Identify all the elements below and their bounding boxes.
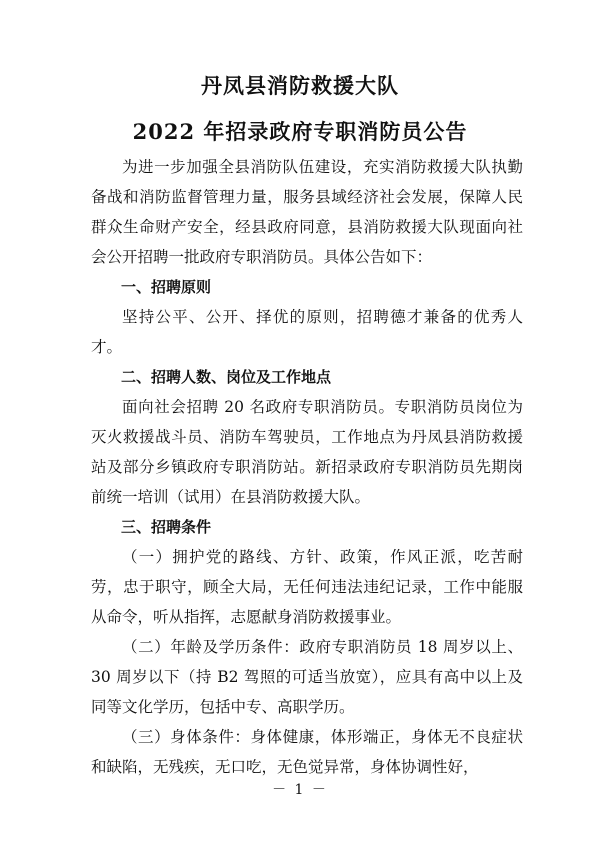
principles-paragraph: 坚持公平、公开、择优的原则，招聘德才兼备的优秀人才。 xyxy=(91,308,523,356)
section-heading-positions: 二、招聘人数、岗位及工作地点 xyxy=(121,368,332,386)
intro-paragraph: 为进一步加强全县消防队伍建设，充实消防救援大队执勤备战和消防监督管理力量，服务县域经济社会发展，保障人民群众生命财产安全，经县政府同意，县消防救援大队现面向社会公开招聘一批政府专职消防员。具体公告如下： xyxy=(91,158,523,266)
page-number: － 1 － xyxy=(272,782,328,798)
condition-age-education: （二）年龄及学历条件：政府专职消防员 18 周岁以上、30 周岁以下（持 B2 驾照的可适当放宽），应具有高中以上及同等文化学历，包括中专、高职学历。 xyxy=(91,638,523,716)
condition-political: （一）拥护党的路线、方针、政策，作风正派，吃苦耐劳，忠于职守，顾全大局，无任何违法违纪记录，工作中能服从命令，听从指挥，志愿献身消防救援事业。 xyxy=(91,548,523,626)
condition-physical: （三）身体条件：身体健康，体形端正，身体无不良症状和缺陷，无残疾，无口吃，无色觉异常，身体协调性好， xyxy=(91,728,523,776)
document-body xyxy=(91,152,523,782)
section-heading-conditions: 三、招聘条件 xyxy=(121,518,212,536)
document-title-line2: 2022 年招录政府专职消防员公告 xyxy=(132,119,468,144)
positions-paragraph: 面向社会招聘 20 名政府专职消防员。专职消防员岗位为灭火救援战斗员、消防车驾驶员，工作地点为丹凤县消防救援站及部分乡镇政府专职消防站。新招录政府专职消防员先期岗前统一培训（试用）在县消防救援大队。 xyxy=(91,398,523,506)
document-title-line1: 丹凤县消防救援大队 xyxy=(201,73,399,98)
section-heading-principles: 一、招聘原则 xyxy=(121,278,212,296)
